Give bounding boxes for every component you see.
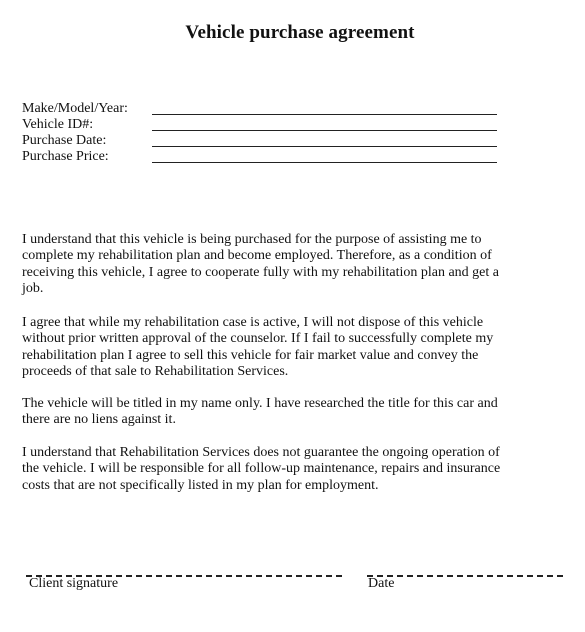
paragraph-line: the vehicle. I will be responsible for all follow-up maintenance, repairs and insurance xyxy=(22,461,501,477)
paragraph-line: I understand that this vehicle is being purchased for the purpose of assisting me to xyxy=(22,232,482,247)
field-purchase-price xyxy=(22,149,502,166)
field-label: Vehicle ID#: xyxy=(22,117,94,132)
field-purchase-date xyxy=(22,133,502,150)
paragraph-line: rehabilitation plan I agree to sell this vehicle for fair market value and convey the xyxy=(22,347,479,363)
paragraph-line: I agree that while my rehabilitation case is active, I will not dispose of this vehicle xyxy=(22,315,484,330)
paragraph-line: without prior written approval of the counselor. If I fail to successfully complete my xyxy=(22,331,494,347)
field-label: Purchase Date: xyxy=(22,133,107,148)
paragraph-line: job. xyxy=(22,281,44,297)
paragraph-disposal xyxy=(22,315,568,381)
field-label: Make/Model/Year: xyxy=(22,101,128,116)
date-line[interactable] xyxy=(367,575,563,577)
paragraph-purpose xyxy=(22,232,568,298)
field-make-model-year xyxy=(22,101,502,118)
field-vehicle-id xyxy=(22,117,502,134)
paragraph-line: I understand that Rehabilitation Services does not guarantee the ongoing operation of xyxy=(22,445,500,460)
purchase-date-input-line[interactable] xyxy=(152,146,497,147)
paragraph-maintenance xyxy=(22,445,568,494)
make-model-year-input-line[interactable] xyxy=(152,114,497,115)
client-signature-label: Client signature xyxy=(29,576,119,591)
date-label: Date xyxy=(368,576,395,591)
paragraph-line: proceeds of that sale to Rehabilitation Services. xyxy=(22,364,289,380)
paragraph-line: costs that are not specifically listed in my plan for employment. xyxy=(22,477,379,493)
paragraph-line: The vehicle will be titled in my name only. I have researched the title for this car and xyxy=(22,396,498,411)
paragraph-line: there are no liens against it. xyxy=(22,412,176,428)
field-label: Purchase Price: xyxy=(22,149,109,164)
vehicle-id-input-line[interactable] xyxy=(152,130,497,131)
purchase-price-input-line[interactable] xyxy=(152,162,497,163)
paragraph-line: complete my rehabilitation plan and become employed. Therefore, as a condition of xyxy=(22,248,492,264)
paragraph-line: receiving this vehicle, I agree to cooperate fully with my rehabilitation plan and get a xyxy=(22,264,499,280)
paragraph-title xyxy=(22,396,568,429)
document-title: Vehicle purchase agreement xyxy=(185,22,415,43)
